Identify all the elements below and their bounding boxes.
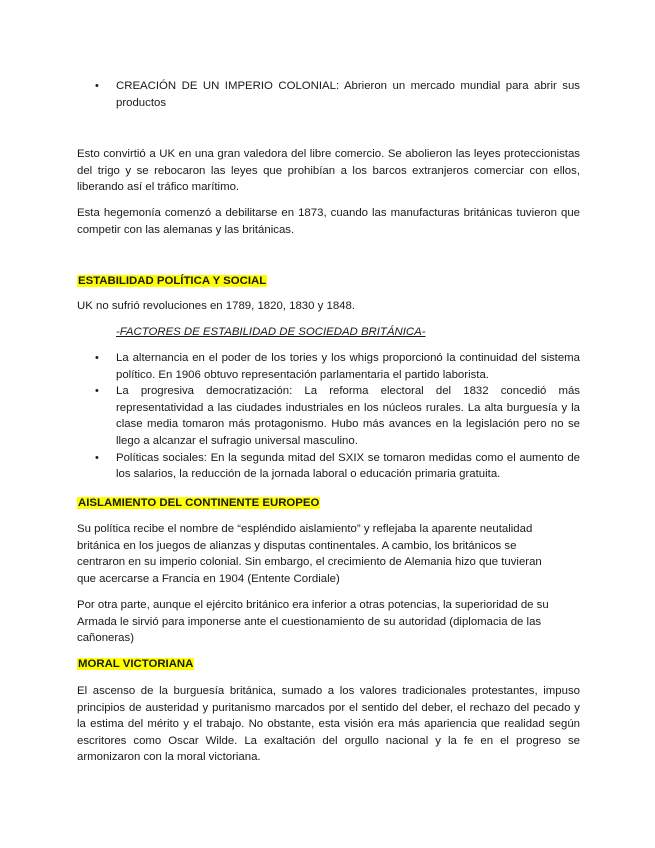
list-item: • CREACIÓN DE UN IMPERIO COLONIAL: Abrieron un mercado mundial para abrir sus productos bbox=[77, 78, 580, 111]
intro-paragraph-1: Esto convirtió a UK en una gran valedora del libre comercio. Se abolieron las leyes proteccionistas del trigo y se rebocaron las leyes que prohibían a los barcos extranjeros comerciar con ellos, liberando así el tráfico marítimo. bbox=[77, 148, 580, 194]
aislamiento-paragraph-1: Su política recibe el nombre de “espléndido aislamiento” y reflejaba la aparente neutalidad británica en los juegos de alianzas y disputas continentales. A cambio, los británicos se centraron en su imperio colonial. Sin embargo, el crecimiento de Alemania hizo que tuvieran que acercarse a Francia en 1904 (Entente Cordiale) bbox=[77, 523, 542, 585]
moral-paragraph: El ascenso de la burguesía británica, sumado a los valores tradicionales protestantes, impuso principios de austeridad y puritanismo marcados por el sentido del deber, el rechazo del pecado y la estima del mérito y el trabajo. No obstante, esta visión era más apariencia que realidad según escritores como Oscar Wilde. La exaltación del orgullo nacional y la fe en el progreso se armonizaron con la moral victoriana. bbox=[77, 685, 580, 764]
list-item: • La progresiva democratización: La reforma electoral del 1832 concedió más representatividad a las ciudades industriales en los núcleos rurales. La alta burguesía y la clase media tomaron más protagonismo. Hubo más avances en la legislación pero no se llego a alcanzar el sufragio universal masculino. bbox=[77, 383, 580, 449]
colonial-bullet-list bbox=[77, 78, 580, 111]
estabilidad-subheading: -FACTORES DE ESTABILIDAD DE SOCIEDAD BRITÁNICA- bbox=[116, 326, 426, 338]
aislamiento-paragraph-2: Por otra parte, aunque el ejército británico era inferior a otras potencias, la superioridad de su Armada le sirvió para imponerse ante el cuestionamiento de su autoridad (diplomacia de las cañoneras) bbox=[77, 599, 549, 645]
estabilidad-bullet-list bbox=[77, 350, 580, 483]
intro-paragraph-2: Esta hegemonía comenzó a debilitarse en 1873, cuando las manufacturas británicas tuvieron que competir con las alemanas y las británicas. bbox=[77, 207, 580, 236]
section-heading-estabilidad: ESTABILIDAD POLÍTICA Y SOCIAL bbox=[78, 275, 267, 287]
list-item: • Políticas sociales: En la segunda mitad del SXIX se tomaron medidas como el aumento de los salarios, la reducción de la jornada laboral o educación primaria gratuita. bbox=[77, 450, 580, 483]
section-heading-moral: MORAL VICTORIANA bbox=[78, 658, 194, 670]
section-heading-aislamiento: AISLAMIENTO DEL CONTINENTE EUROPEO bbox=[78, 497, 320, 509]
list-item: • La alternancia en el poder de los tories y los whigs proporcionó la continuidad del sistema político. En 1906 obtuvo representación parlamentaria el partido laborista. bbox=[77, 350, 580, 383]
estabilidad-paragraph: UK no sufrió revoluciones en 1789, 1820, 1830 y 1848. bbox=[77, 300, 355, 312]
